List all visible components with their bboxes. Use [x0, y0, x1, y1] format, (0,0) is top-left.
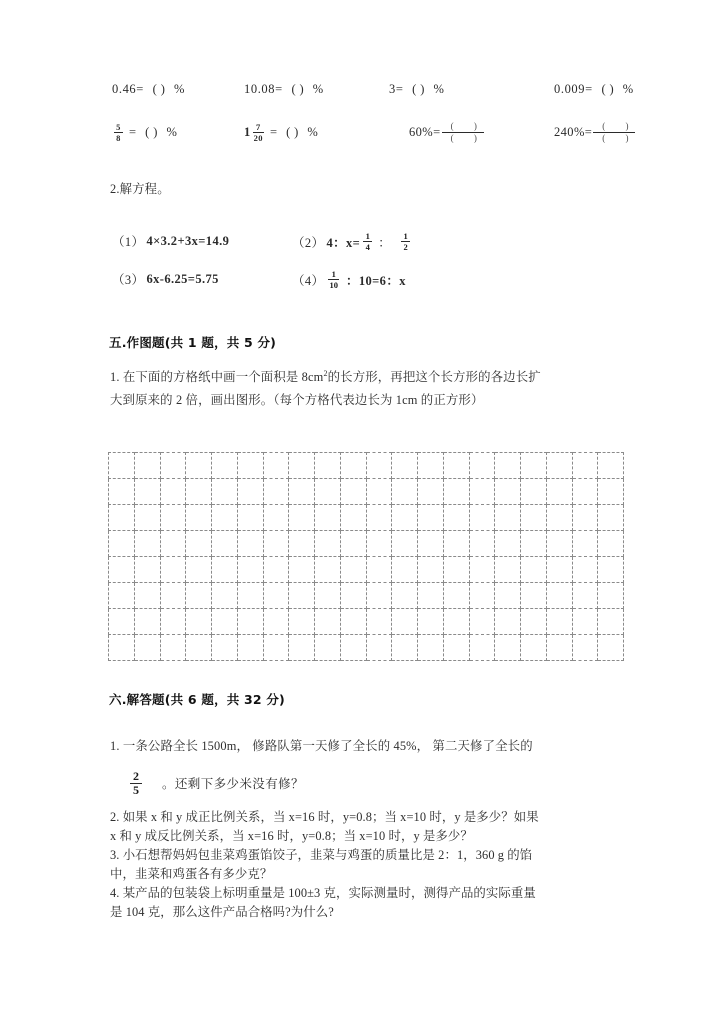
equation-3-text: 6x-6.25=5.75	[146, 271, 219, 286]
answer-q1-line-1: 1. 一条公路全长 1500m， 修路队第一天修了全长的 45%， 第二天修了全长的	[110, 739, 533, 753]
percent-item-4-eq: =	[129, 125, 137, 140]
grid-cell[interactable]	[418, 479, 444, 505]
grid-cell[interactable]	[366, 479, 392, 505]
grid-body	[109, 453, 624, 661]
grid-cell[interactable]	[134, 609, 160, 635]
fraction-denominator: 8	[116, 132, 121, 143]
grid-table[interactable]	[108, 452, 624, 661]
answer-q3-line-1: 3. 小石想帮妈妈包韭菜鸡蛋馅饺子，韭菜与鸡蛋的质量比是 2：1，360 g 的馅	[110, 848, 533, 862]
grid-cell[interactable]	[340, 453, 366, 479]
grid-cell[interactable]	[109, 557, 135, 583]
grid-cell[interactable]	[366, 557, 392, 583]
grid-cell[interactable]	[546, 583, 572, 609]
grid-cell[interactable]	[109, 531, 135, 557]
equation-4-label: （4）	[292, 273, 325, 288]
blank-denominator: ( )	[602, 133, 638, 144]
answer-q3-line-2: 中，韭菜和鸡蛋各有多少克？	[110, 867, 273, 881]
fraction-denominator: 20	[253, 132, 263, 143]
grid-cell[interactable]	[237, 583, 263, 609]
grid-cell[interactable]	[495, 609, 521, 635]
percent-item-5-unit: %	[307, 125, 319, 140]
grid-cell[interactable]	[469, 635, 495, 661]
grid-cell[interactable]	[546, 557, 572, 583]
percent-item-6	[409, 122, 554, 144]
grid-cell[interactable]	[237, 635, 263, 661]
grid-cell[interactable]	[134, 479, 160, 505]
percent-item-7-eq: =	[584, 125, 593, 140]
equations-heading: 2.解方程。	[110, 182, 170, 196]
equation-item-2	[292, 232, 412, 252]
grid-cell[interactable]	[289, 479, 315, 505]
grid-cell[interactable]	[366, 609, 392, 635]
grid-cell[interactable]	[340, 531, 366, 557]
grid-cell[interactable]	[521, 453, 547, 479]
percent-item-7-value: 240%	[554, 125, 585, 140]
grid-cell[interactable]	[443, 635, 469, 661]
percent-item-4	[112, 123, 244, 143]
equation-item-4	[292, 270, 406, 290]
grid-cell[interactable]	[392, 479, 418, 505]
fraction-5-8	[114, 123, 123, 143]
grid-cell[interactable]	[469, 531, 495, 557]
grid-cell[interactable]	[392, 609, 418, 635]
grid-cell[interactable]	[443, 531, 469, 557]
percent-item-1	[244, 82, 389, 97]
blank-numerator: ( )	[450, 121, 486, 131]
equation-2-ratio-sign: ：	[378, 235, 392, 250]
grid-cell[interactable]	[418, 531, 444, 557]
answer-q2-line-1: 2. 如果 x 和 y 成正比例关系，当 x=16 时，y=0.8；当 x=10 时，y 是多少？如果	[110, 810, 539, 824]
answer-q3	[110, 846, 625, 884]
percent-item-5-blank: ( )	[286, 125, 299, 140]
grid-cell[interactable]	[418, 583, 444, 609]
fraction-numerator: 5	[116, 122, 121, 133]
grid-cell[interactable]	[495, 557, 521, 583]
grid-cell[interactable]	[340, 479, 366, 505]
grid-cell[interactable]	[160, 453, 186, 479]
grid-cell[interactable]	[212, 609, 238, 635]
grid-cell[interactable]	[418, 453, 444, 479]
grid-cell[interactable]	[109, 583, 135, 609]
drawing-question-line-2: 大到原来的 2 倍，画出图形。（每个方格代表边长为 1cm 的正方形）	[110, 393, 484, 407]
answer-q4-line-1: 4. 某产品的包装袋上标明重量是 100±3 克，实际测量时，测得产品的实际重量	[110, 886, 536, 900]
grid-cell[interactable]	[315, 635, 341, 661]
grid-row	[109, 531, 624, 557]
grid-cell[interactable]	[186, 635, 212, 661]
grid-cell[interactable]	[598, 453, 624, 479]
grid-cell[interactable]	[469, 479, 495, 505]
grid-cell[interactable]	[495, 505, 521, 531]
answer-section-heading: 六.解答题(共 6 题，共 32 分)	[109, 692, 285, 707]
grid-cell[interactable]	[289, 531, 315, 557]
grid-cell[interactable]	[469, 583, 495, 609]
grid-cell[interactable]	[289, 635, 315, 661]
drawing-question-text-b: 的长方形，再把这个长方形的各边长扩	[327, 370, 541, 385]
grid-cell[interactable]	[392, 505, 418, 531]
grid-cell[interactable]	[366, 583, 392, 609]
answer-q2-line-2: x 和 y 成反比例关系，当 x=16 时，y=0.8；当 x=10 时，y 是多少？	[110, 829, 473, 843]
grid-cell[interactable]	[546, 531, 572, 557]
answer-q1-line-2	[128, 770, 304, 797]
percent-item-2-blank: ( )	[412, 82, 425, 96]
fraction-numerator: 2	[133, 769, 139, 783]
fraction-denominator: 2	[403, 241, 408, 252]
grid-cell[interactable]	[546, 479, 572, 505]
grid-cell[interactable]	[289, 505, 315, 531]
mixed-whole: 1	[244, 125, 251, 140]
grid-cell[interactable]	[598, 505, 624, 531]
grid-cell[interactable]	[315, 557, 341, 583]
grid-cell[interactable]	[572, 635, 598, 661]
grid-cell[interactable]	[418, 635, 444, 661]
grid-cell[interactable]	[546, 505, 572, 531]
answer-q4-line-2: 是 104 克，那么这件产品合格吗?为什么?	[110, 905, 334, 919]
grid-cell[interactable]	[315, 453, 341, 479]
grid-cell[interactable]	[340, 505, 366, 531]
grid-cell[interactable]	[469, 609, 495, 635]
fraction-2-5	[130, 770, 142, 797]
grid-cell[interactable]	[263, 531, 289, 557]
grid-cell[interactable]	[315, 531, 341, 557]
drawing-section-heading: 五.作图题(共 1 题，共 5 分)	[109, 335, 277, 350]
grid-cell[interactable]	[263, 479, 289, 505]
fraction-1-4	[363, 232, 372, 252]
grid-cell[interactable]	[212, 505, 238, 531]
grid-row	[109, 557, 624, 583]
fraction-denominator: 10	[329, 279, 338, 290]
equation-1-text: 4×3.2+3x=14.9	[146, 233, 230, 248]
fraction-numerator: 1	[365, 231, 370, 241]
fraction-7-20	[253, 123, 264, 143]
grid-cell[interactable]	[237, 557, 263, 583]
grid-cell[interactable]	[237, 479, 263, 505]
grid-cell[interactable]	[315, 609, 341, 635]
grid-row	[109, 583, 624, 609]
fraction-1-10	[328, 270, 339, 290]
grid-cell[interactable]	[315, 505, 341, 531]
grid-cell[interactable]	[186, 557, 212, 583]
grid-cell[interactable]	[392, 635, 418, 661]
percent-item-5-eq: =	[269, 125, 278, 140]
grid-cell[interactable]	[598, 635, 624, 661]
grid-cell[interactable]	[160, 635, 186, 661]
grid-cell[interactable]	[237, 609, 263, 635]
fraction-numerator: 1	[331, 269, 336, 279]
blank-fraction-240	[593, 121, 638, 144]
grid-cell[interactable]	[572, 479, 598, 505]
grid-cell[interactable]	[109, 609, 135, 635]
grid-cell[interactable]	[443, 583, 469, 609]
percent-item-3-unit: %	[622, 82, 634, 96]
grid-cell[interactable]	[546, 609, 572, 635]
grid-cell[interactable]	[443, 609, 469, 635]
percent-item-1-blank: ( )	[291, 82, 305, 96]
equation-3-label: （3）	[112, 273, 145, 287]
grid-cell[interactable]	[572, 609, 598, 635]
grid-cell[interactable]	[572, 453, 598, 479]
grid-cell[interactable]	[521, 505, 547, 531]
grid-cell[interactable]	[418, 505, 444, 531]
percent-item-3	[554, 82, 634, 97]
grid-cell[interactable]	[392, 453, 418, 479]
percent-item-0-value: 0.46=	[112, 82, 144, 96]
grid-cell[interactable]	[212, 583, 238, 609]
grid-cell[interactable]	[366, 505, 392, 531]
percent-item-2-unit: %	[433, 82, 445, 96]
grid-cell[interactable]	[263, 505, 289, 531]
grid-cell[interactable]	[418, 609, 444, 635]
grid-cell[interactable]	[160, 505, 186, 531]
grid-cell[interactable]	[315, 479, 341, 505]
percent-row-2	[112, 121, 638, 144]
drawing-question-superscript: 2	[323, 369, 328, 378]
grid-cell[interactable]	[212, 531, 238, 557]
grid-cell[interactable]	[598, 609, 624, 635]
grid-cell[interactable]	[186, 583, 212, 609]
grid-cell[interactable]	[134, 531, 160, 557]
grid-cell[interactable]	[546, 635, 572, 661]
grid-row	[109, 609, 624, 635]
equation-4-tail: ：10=6：x	[345, 273, 406, 288]
grid-cell[interactable]	[366, 531, 392, 557]
blank-numerator: ( )	[602, 121, 638, 131]
grid-cell[interactable]	[134, 557, 160, 583]
grid-cell[interactable]	[598, 531, 624, 557]
grid-cell[interactable]	[469, 505, 495, 531]
grid-cell[interactable]	[495, 531, 521, 557]
grid-cell[interactable]	[134, 635, 160, 661]
grid-cell[interactable]	[212, 453, 238, 479]
grid-cell[interactable]	[572, 505, 598, 531]
grid-row	[109, 505, 624, 531]
grid-row	[109, 635, 624, 661]
mixed-number-1-7-20	[244, 123, 266, 143]
grid-cell[interactable]	[109, 505, 135, 531]
percent-item-2-value: 3=	[389, 82, 404, 96]
answer-q1-tail: 。还剩下多少米没有修？	[162, 777, 304, 792]
grid-cell[interactable]	[495, 453, 521, 479]
grid-cell[interactable]	[340, 609, 366, 635]
grid-cell[interactable]	[237, 453, 263, 479]
grid-cell[interactable]	[160, 531, 186, 557]
grid-cell[interactable]	[443, 557, 469, 583]
fraction-denominator: 5	[133, 783, 139, 798]
fraction-numerator: 7	[255, 122, 261, 133]
grid-cell[interactable]	[521, 531, 547, 557]
grid-cell[interactable]	[263, 453, 289, 479]
grid-cell[interactable]	[366, 453, 392, 479]
grid-cell[interactable]	[109, 479, 135, 505]
grid-cell[interactable]	[237, 531, 263, 557]
grid-cell[interactable]	[212, 635, 238, 661]
grid-cell[interactable]	[186, 531, 212, 557]
grid-cell[interactable]	[289, 453, 315, 479]
percent-item-1-value: 10.08=	[244, 82, 283, 96]
grid-cell[interactable]	[495, 479, 521, 505]
grid-cell[interactable]	[572, 583, 598, 609]
grid-cell[interactable]	[289, 557, 315, 583]
equation-item-1	[112, 232, 229, 250]
grid-cell[interactable]	[340, 557, 366, 583]
grid-cell[interactable]	[521, 609, 547, 635]
grid-row	[109, 479, 624, 505]
percent-item-4-unit: %	[166, 125, 178, 140]
answer-q2	[110, 808, 625, 846]
grid-cell[interactable]	[495, 583, 521, 609]
fraction-1-2	[401, 232, 410, 252]
grid-cell[interactable]	[366, 635, 392, 661]
equation-2-lead: 4：x=	[326, 235, 361, 250]
equation-2-label: （2）	[292, 235, 325, 250]
percent-item-3-blank: ( )	[601, 82, 615, 96]
percent-item-0	[112, 82, 244, 97]
equation-1-label: （1）	[112, 235, 145, 249]
grid-cell[interactable]	[521, 479, 547, 505]
percent-item-3-value: 0.009=	[554, 82, 593, 96]
grid-cell[interactable]	[469, 453, 495, 479]
grid-cell[interactable]	[340, 635, 366, 661]
blank-fraction-60	[442, 122, 484, 144]
grid-cell[interactable]	[443, 453, 469, 479]
percent-item-4-blank: ( )	[145, 125, 158, 140]
grid-cell[interactable]	[134, 505, 160, 531]
grid-cell[interactable]	[546, 453, 572, 479]
grid-cell[interactable]	[212, 557, 238, 583]
percent-item-0-unit: %	[173, 82, 185, 96]
grid-cell[interactable]	[392, 583, 418, 609]
grid-cell[interactable]	[392, 531, 418, 557]
fraction-denominator: 4	[365, 241, 370, 252]
grid-cell[interactable]	[186, 453, 212, 479]
drawing-question-text-a: 1. 在下面的方格纸中画一个面积是 8cm	[110, 370, 324, 385]
grid-cell[interactable]	[160, 557, 186, 583]
fraction-numerator: 1	[403, 231, 408, 241]
grid-cell[interactable]	[289, 583, 315, 609]
answer-q4	[110, 884, 625, 922]
grid-row	[109, 453, 624, 479]
blank-denominator: ( )	[450, 133, 486, 144]
percent-item-1-unit: %	[312, 82, 324, 96]
grid-cell[interactable]	[109, 635, 135, 661]
grid-cell[interactable]	[521, 635, 547, 661]
grid-cell[interactable]	[418, 557, 444, 583]
grid-cell[interactable]	[315, 583, 341, 609]
grid-cell[interactable]	[263, 609, 289, 635]
grid-cell[interactable]	[572, 557, 598, 583]
grid-cell[interactable]	[160, 583, 186, 609]
grid-cell[interactable]	[186, 609, 212, 635]
grid-cell[interactable]	[443, 479, 469, 505]
percent-item-0-blank: ( )	[152, 82, 166, 96]
grid-cell[interactable]	[134, 453, 160, 479]
percent-item-6-eq: =	[433, 125, 441, 140]
grid-cell[interactable]	[263, 557, 289, 583]
grid-cell[interactable]	[598, 583, 624, 609]
grid-cell[interactable]	[598, 479, 624, 505]
grid-cell[interactable]	[109, 453, 135, 479]
grid-cell[interactable]	[469, 557, 495, 583]
grid-cell[interactable]	[263, 583, 289, 609]
grid-cell[interactable]	[572, 531, 598, 557]
percent-item-2	[389, 82, 554, 97]
grid-cell[interactable]	[443, 505, 469, 531]
percent-item-7	[554, 121, 638, 144]
grid-cell[interactable]	[521, 557, 547, 583]
grid-cell[interactable]	[160, 479, 186, 505]
grid-cell[interactable]	[160, 609, 186, 635]
grid-paper[interactable]	[108, 452, 624, 661]
equation-item-3	[112, 270, 219, 288]
grid-cell[interactable]	[521, 583, 547, 609]
grid-cell[interactable]	[340, 583, 366, 609]
percent-item-5	[244, 123, 409, 143]
percent-row-1	[112, 82, 634, 97]
grid-cell[interactable]	[495, 635, 521, 661]
grid-cell[interactable]	[237, 505, 263, 531]
grid-cell[interactable]	[186, 505, 212, 531]
grid-cell[interactable]	[263, 635, 289, 661]
grid-cell[interactable]	[134, 583, 160, 609]
grid-cell[interactable]	[392, 557, 418, 583]
grid-cell[interactable]	[598, 557, 624, 583]
percent-item-6-value: 60%	[409, 125, 434, 140]
grid-cell[interactable]	[289, 609, 315, 635]
grid-cell[interactable]	[212, 479, 238, 505]
grid-cell[interactable]	[186, 479, 212, 505]
